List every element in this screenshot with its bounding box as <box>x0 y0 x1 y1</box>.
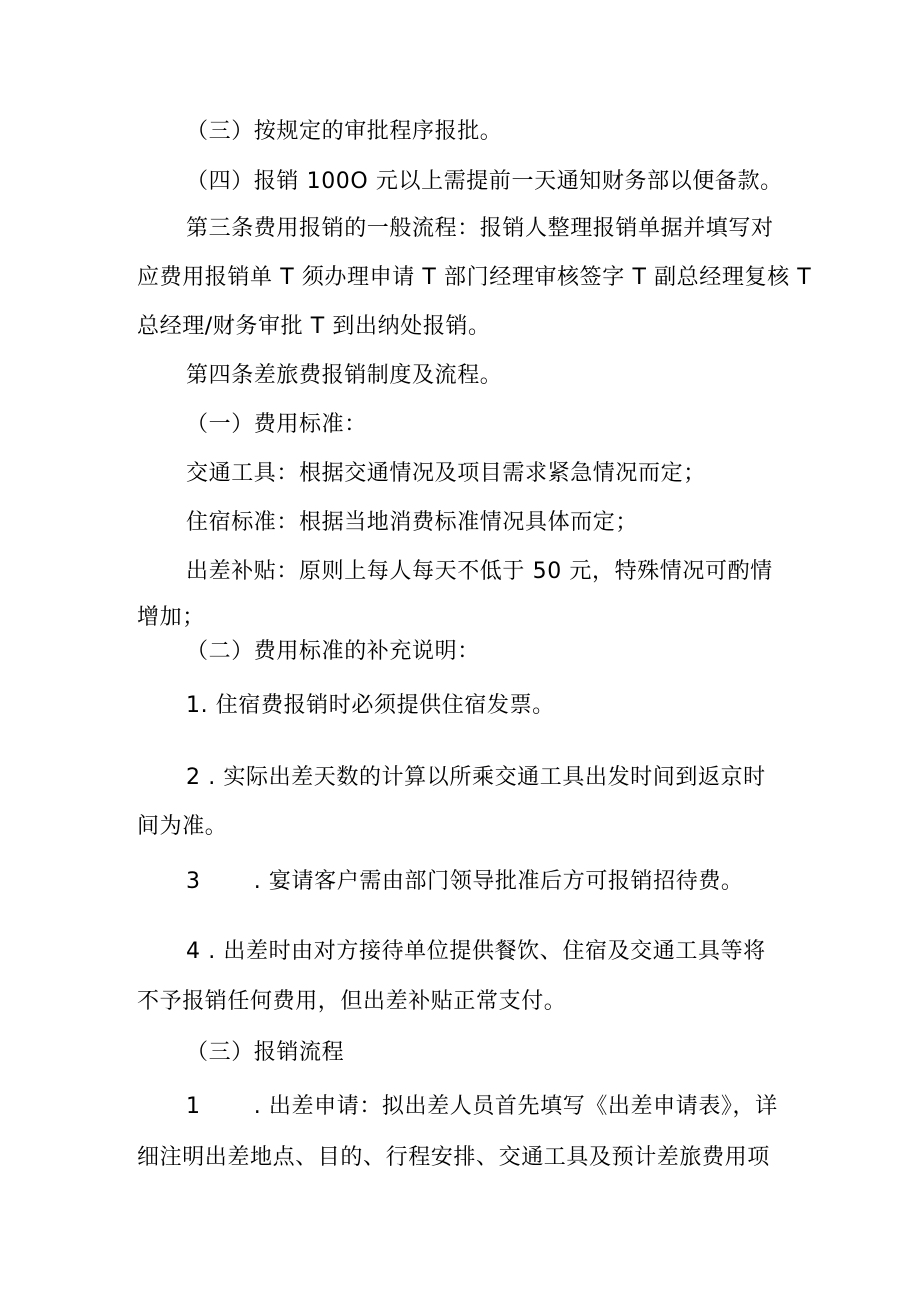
text-line-15: 间为准。 <box>137 814 228 839</box>
text-line-13: 1. 住宿费报销时必须提供住宿发票。 <box>186 693 555 718</box>
text-line-9: 住宿标准：根据当地消费标准情况具体而定； <box>186 510 639 535</box>
text-line-5: 总经理/财务审批 T 到出纳处报销。 <box>137 314 491 339</box>
text-line-18: 不予报销任何费用，但出差补贴正常支付。 <box>137 989 567 1014</box>
text-line-6: 第四条差旅费报销制度及流程。 <box>186 363 503 388</box>
text-line-21: 细注明出差地点、目的、行程安排、交通工具及预计差旅费用项 <box>137 1145 770 1170</box>
text-line-3: 第三条费用报销的一般流程：报销人整理报销单据并填写对 <box>186 216 774 241</box>
text-line-16: 3 . 宴请客户需由部门领导批准后方可报销招待费。 <box>186 869 744 894</box>
text-line-12: （二）费用标准的补充说明： <box>186 639 480 664</box>
text-line-19: （三）报销流程 <box>186 1040 345 1065</box>
text-line-1: （三）按规定的审批程序报批。 <box>186 119 503 144</box>
text-line-10: 出差补贴：原则上每人每天不低于 50 元，特殊情况可酌情 <box>186 559 773 584</box>
text-line-11: 增加； <box>137 605 205 630</box>
text-line-7: （一）费用标准： <box>186 412 367 437</box>
text-line-4: 应费用报销单 T 须办理申请 T 部门经理审核签字 T 副总经理复核 T <box>137 265 812 290</box>
text-line-14: 2 . 实际出差天数的计算以所乘交通工具出发时间到返京时 <box>186 765 766 790</box>
text-line-17: 4 . 出差时由对方接待单位提供餐饮、住宿及交通工具等将 <box>186 939 766 964</box>
text-line-20: 1 . 出差申请：拟出差人员首先填写《出差申请表》，详 <box>186 1094 778 1119</box>
text-line-8: 交通工具：根据交通情况及项目需求紧急情况而定； <box>186 461 706 486</box>
text-line-2: （四）报销 100O 元以上需提前一天通知财务部以便备款。 <box>186 169 783 194</box>
